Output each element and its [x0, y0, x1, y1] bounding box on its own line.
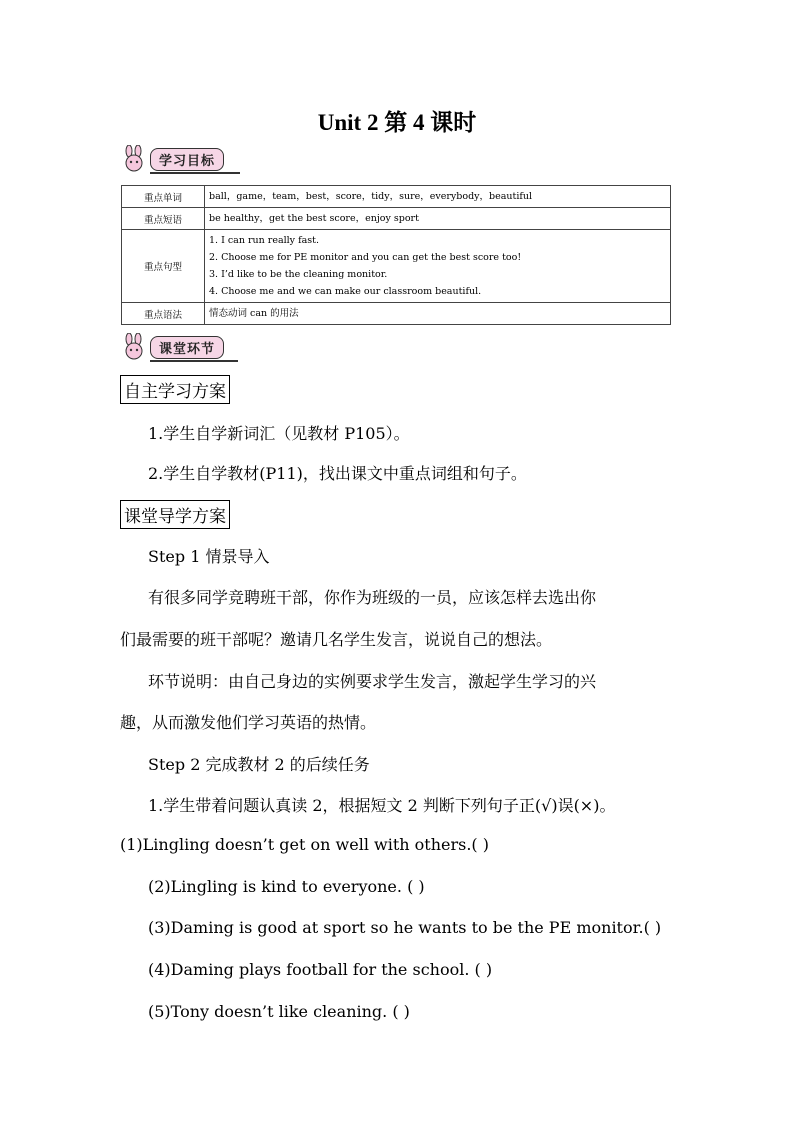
table-key: 重点单词 — [122, 186, 205, 208]
task-instruction: 1.学生带着问题认真读 2，根据短文 2 判断下列句子正(√)误(×)。 — [148, 796, 616, 815]
question: (5)Tony doesn’t like cleaning. ( ) — [148, 1002, 410, 1021]
guided-heading: 课堂导学方案 — [120, 500, 230, 529]
table-row — [122, 230, 671, 303]
self-study-heading: 自主学习方案 — [120, 375, 230, 404]
table-line: 2. Choose me for PE monitor and you can get the best score too! — [209, 252, 522, 263]
step-2: Step 2 完成教材 2 的后续任务 — [148, 755, 370, 774]
table-line: 4. Choose me and we can make our classroom beautiful. — [209, 286, 482, 297]
bunny-icon — [120, 145, 148, 173]
question: (1)Lingling doesn’t get on well with others.( ) — [120, 835, 489, 854]
step-1: Step 1 情景导入 — [148, 547, 270, 566]
paragraph: 环节说明：由自己身边的实例要求学生发言，激起学生学习的兴 — [148, 672, 597, 691]
self-study-item: 1.学生自学新词汇（见教材 P105）。 — [148, 424, 410, 443]
self-study-item: 2.学生自学教材(P11)，找出课文中重点词组和句子。 — [148, 464, 527, 483]
class-badge-label: 课堂环节 — [150, 336, 224, 359]
table-key: 重点句型 — [122, 230, 205, 303]
page-title: Unit 2 第 4 课时 — [317, 110, 477, 135]
table-value — [205, 303, 671, 325]
table-line: ball，game，team，best，score，tidy，sure，everybody，beautiful — [209, 191, 533, 202]
table-line: 3. I’d like to be the cleaning monitor. — [209, 269, 388, 280]
table-row — [122, 303, 671, 325]
table-value — [205, 186, 671, 208]
question: (4)Daming plays football for the school. ( ) — [148, 960, 493, 979]
table-line: be healthy，get the best score，enjoy sport — [209, 213, 419, 224]
table-value — [205, 208, 671, 230]
goals-badge — [120, 144, 224, 174]
table-line: 情态动词 can 的用法 — [209, 308, 299, 319]
question: (2)Lingling is kind to everyone. ( ) — [148, 877, 425, 896]
table-value — [205, 230, 671, 303]
table-key: 重点语法 — [122, 303, 205, 325]
table-key: 重点短语 — [122, 208, 205, 230]
table-row — [122, 186, 671, 208]
paragraph: 有很多同学竞聘班干部，你作为班级的一员，应该怎样去选出你 — [148, 588, 597, 607]
class-badge — [120, 332, 224, 362]
bunny-icon — [120, 333, 148, 361]
table-line: 1. I can run really fast. — [209, 235, 319, 246]
question: (3)Daming is good at sport so he wants to be the PE monitor.( ) — [148, 918, 662, 937]
paragraph: 们最需要的班干部呢？邀请几名学生发言，说说自己的想法。 — [120, 630, 553, 649]
goals-table — [121, 185, 671, 325]
goals-badge-label: 学习目标 — [150, 148, 224, 171]
table-row — [122, 208, 671, 230]
paragraph: 趣，从而激发他们学习英语的热情。 — [120, 713, 377, 732]
